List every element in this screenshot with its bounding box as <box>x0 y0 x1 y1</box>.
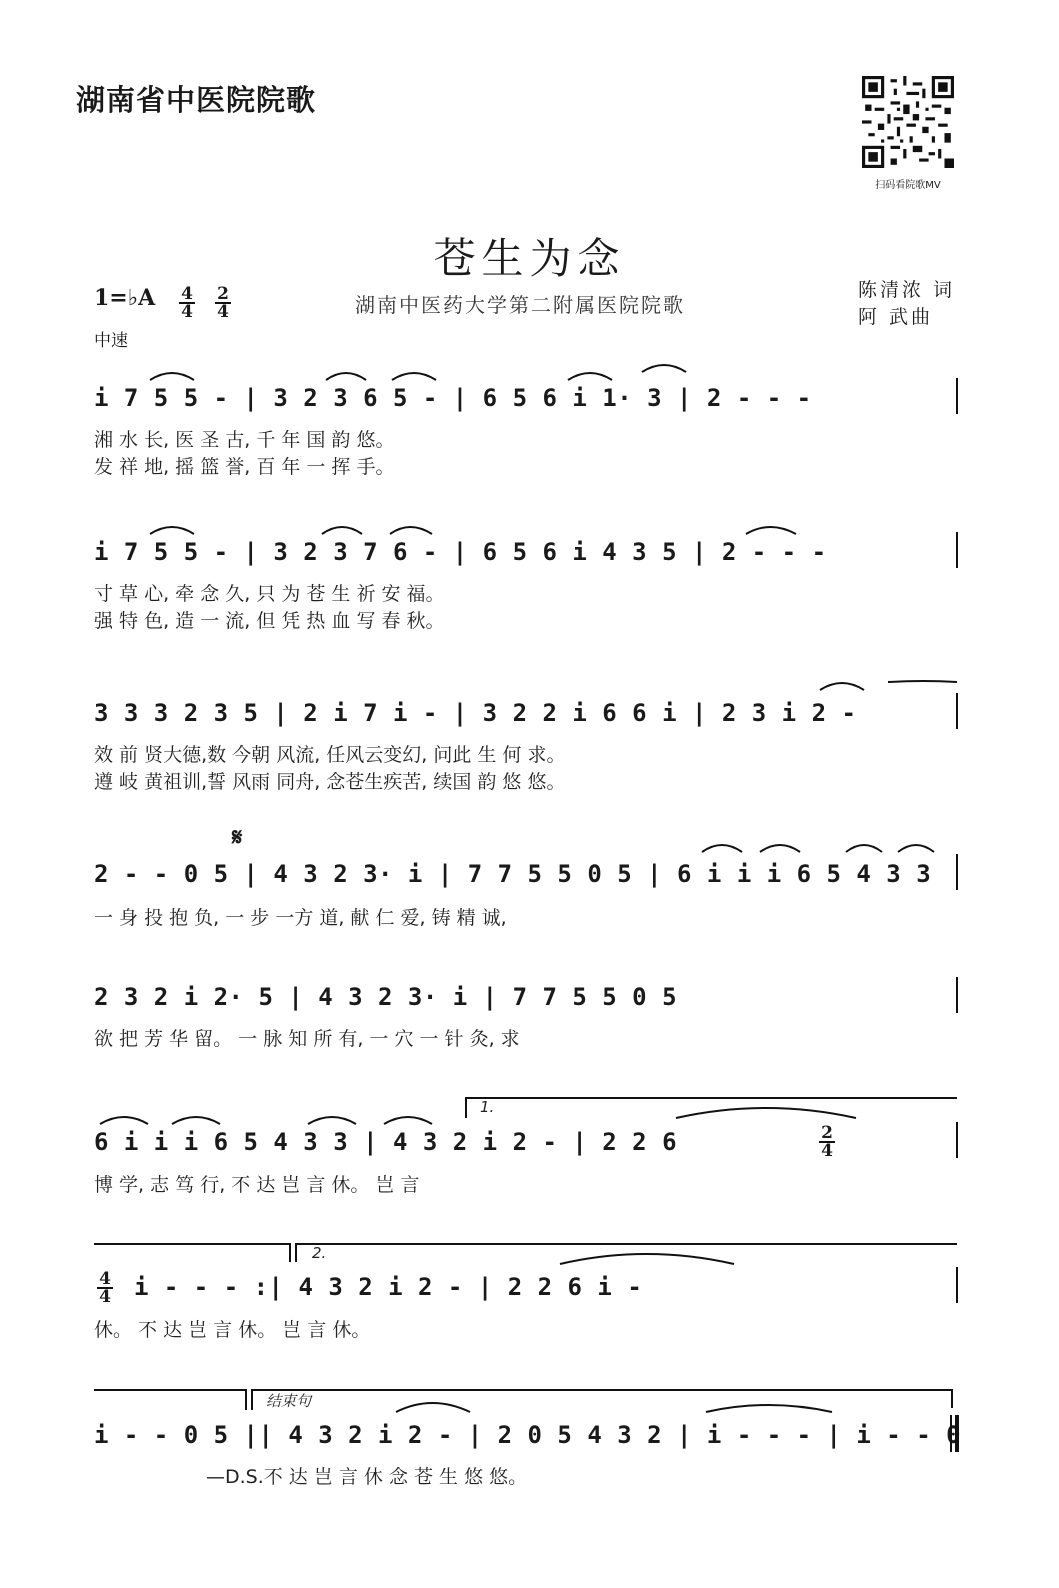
score-row-4-lyrics: 一 身 投 抱 负, 一 步 一方 道, 献 仁 爱, 铸 精 诚, <box>94 907 507 929</box>
time-sig-top: 4 <box>99 1269 111 1289</box>
time-sig-bottom: 4 <box>181 302 193 322</box>
volta-1-label: 1. <box>480 1098 495 1116</box>
header-title: 湖南省中医院院歌 <box>76 83 317 117</box>
score-row-7-notes: i - - - :| 4 3 2 i 2 - | 2 2 6 i - <box>134 1273 643 1301</box>
score-row-6-notes: 6 i i i 6 5 4 3 3 | 4 3 2 i 2 - | 2 2 6 <box>94 1128 678 1156</box>
volta-2-label: 2. <box>312 1244 327 1262</box>
score-row-8-lyrics: —D.S.不 达 岂 言 休 念 苍 生 悠 悠。 <box>206 1466 528 1488</box>
time-sig-bottom: 4 <box>821 1141 833 1161</box>
score-row-1-notes: i 7 5 5 - | 3 2 3 6 5 - | 6 5 6 i 1· 3 | 2 - - - <box>94 384 812 412</box>
song-title: 苍生为念 <box>433 234 626 283</box>
score-row-3-notes: 3 3 3 2 3 5 | 2 i 7 i - | 3 2 2 i 6 6 i | 2 3 i 2 - <box>94 699 857 727</box>
time-sig-top: 2 <box>821 1123 833 1143</box>
score-row-2-lyrics-verse-2: 强 特 色, 造 一 流, 但 凭 热 血 写 春 秋。 <box>94 610 445 632</box>
song-subtitle: 湖南中医药大学第二附属医院院歌 <box>355 293 685 317</box>
lyricist-credit: 陈清浓 词 <box>858 279 956 301</box>
score-row-5-notes: 2 3 2 i 2· 5 | 4 3 2 3· i | 7 7 5 5 0 5 <box>94 983 678 1011</box>
score-row-1-lyrics-verse-1: 湘 水 长, 医 圣 古, 千 年 国 韵 悠。 <box>94 429 395 451</box>
score-row-6-lyrics: 博 学, 志 笃 行, 不 达 岂 言 休。 岂 言 <box>94 1174 420 1196</box>
coda-label: 结束句 <box>266 1392 312 1410</box>
score-row-2-lyrics-verse-1: 寸 草 心, 牵 念 久, 只 为 苍 生 祈 安 福。 <box>94 583 445 605</box>
time-sig-top: 4 <box>181 284 193 304</box>
score-row-4-notes: 2 - - 0 5 | 4 3 2 3· i | 7 7 5 5 0 5 | 6 i i i 6 5 4 3 3 <box>94 860 932 888</box>
score-row-3-lyrics-verse-2: 遵 岐 黄祖训,誓 风雨 同舟, 念苍生疾苦, 续国 韵 悠 悠。 <box>94 771 566 793</box>
composer-credit: 阿 武曲 <box>858 306 934 328</box>
score-row-2-notes: i 7 5 5 - | 3 2 3 7 6 - | 6 5 6 i 4 3 5 | 2 - - - <box>94 538 827 566</box>
score-row-5-lyrics: 欲 把 芳 华 留。 一 脉 知 所 有, 一 穴 一 针 灸, 求 <box>94 1028 520 1050</box>
score-row-3-lyrics-verse-1: 效 前 贤大德,数 今朝 风流, 任风云变幻, 问此 生 何 求。 <box>94 744 566 766</box>
score-row-1-lyrics-verse-2: 发 祥 地, 摇 篮 誉, 百 年 一 挥 手。 <box>94 456 395 478</box>
qr-caption: 扫码看院歌MV <box>875 180 941 191</box>
time-sig-bottom: 4 <box>99 1287 111 1307</box>
key-signature: 1=♭A <box>94 285 156 311</box>
time-sig-top: 2 <box>217 284 229 304</box>
time-sig-bottom: 4 <box>217 302 229 322</box>
score-row-7-lyrics: 休。 不 达 岂 言 休。 岂 言 休。 <box>94 1319 371 1341</box>
score-row-8-notes: i - - 0 5 || 4 3 2 i 2 - | 2 0 5 4 3 2 | i - - - | i - - 0 <box>94 1421 962 1449</box>
segno-icon: 𝄋 <box>232 823 243 851</box>
tempo-marking: 中速 <box>94 331 128 351</box>
